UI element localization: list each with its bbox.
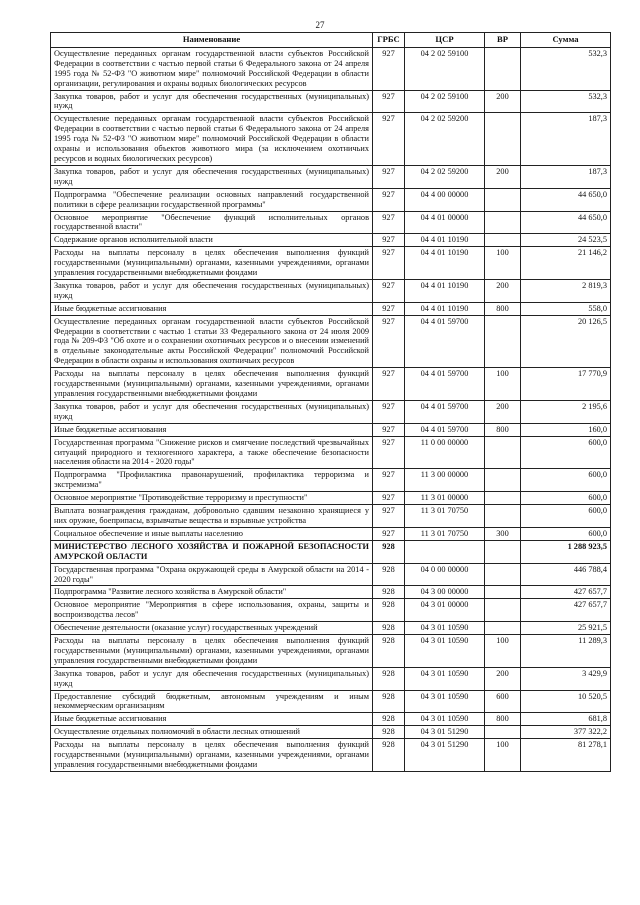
cell-csr: 11 3 01 00000	[405, 492, 485, 505]
cell-csr: 04 4 01 10190	[405, 234, 485, 247]
cell-grbs: 927	[373, 47, 405, 90]
cell-name: Подпрограмма "Обеспечение реализации основных направлений государственной политики в сфере реализации государственной программы"	[51, 188, 373, 211]
cell-vr: 800	[485, 302, 521, 315]
table-row	[51, 713, 611, 726]
cell-vr: 600	[485, 690, 521, 713]
cell-name: Иные бюджетные ассигнования	[51, 423, 373, 436]
cell-grbs: 928	[373, 667, 405, 690]
cell-grbs: 927	[373, 302, 405, 315]
cell-vr	[485, 599, 521, 622]
cell-sum: 10 520,5	[521, 690, 611, 713]
cell-csr: 11 3 00 00000	[405, 469, 485, 492]
cell-vr	[485, 436, 521, 469]
cell-vr: 200	[485, 400, 521, 423]
cell-name: МИНИСТЕРСТВО ЛЕСНОГО ХОЗЯЙСТВА И ПОЖАРНОЙ БЕЗОПАСНОСТИ АМУРСКОЙ ОБЛАСТИ	[51, 540, 373, 563]
cell-sum: 600,0	[521, 527, 611, 540]
cell-csr: 04 4 01 59700	[405, 423, 485, 436]
cell-sum: 600,0	[521, 436, 611, 469]
cell-grbs: 928	[373, 599, 405, 622]
cell-grbs: 927	[373, 368, 405, 401]
cell-name: Закупка товаров, работ и услуг для обеспечения государственных (муниципальных) нужд	[51, 90, 373, 113]
cell-csr: 04 4 01 10190	[405, 247, 485, 280]
table-row	[51, 563, 611, 586]
cell-sum: 600,0	[521, 492, 611, 505]
cell-sum: 3 429,9	[521, 667, 611, 690]
table-row	[51, 47, 611, 90]
cell-name: Закупка товаров, работ и услуг для обеспечения государственных (муниципальных) нужд	[51, 667, 373, 690]
cell-name: Обеспечение деятельности (оказание услуг) государственных учреждений	[51, 622, 373, 635]
cell-sum: 187,3	[521, 113, 611, 166]
cell-vr	[485, 234, 521, 247]
header-sum: Сумма	[521, 33, 611, 48]
cell-name: Подпрограмма "Развитие лесного хозяйства в Амурской области"	[51, 586, 373, 599]
table-row	[51, 739, 611, 772]
cell-vr	[485, 315, 521, 368]
table-row	[51, 279, 611, 302]
table-row	[51, 368, 611, 401]
header-name: Наименование	[51, 33, 373, 48]
cell-name: Государственная программа "Снижение рисков и смягчение последствий чрезвычайных ситуаций природного и техногенного характера, а также обеспечение безопасности населения области на 2014 - 2020 годы"	[51, 436, 373, 469]
cell-csr	[405, 540, 485, 563]
cell-csr: 04 3 01 10590	[405, 667, 485, 690]
cell-sum: 160,0	[521, 423, 611, 436]
cell-vr	[485, 211, 521, 234]
table-body	[51, 47, 611, 771]
cell-vr	[485, 505, 521, 528]
cell-csr: 04 3 01 10590	[405, 690, 485, 713]
cell-vr	[485, 563, 521, 586]
cell-sum: 81 278,1	[521, 739, 611, 772]
cell-vr: 200	[485, 667, 521, 690]
cell-grbs: 928	[373, 726, 405, 739]
cell-vr: 800	[485, 713, 521, 726]
cell-vr	[485, 586, 521, 599]
cell-name: Иные бюджетные ассигнования	[51, 302, 373, 315]
cell-csr: 04 3 01 10590	[405, 635, 485, 668]
cell-sum: 446 788,4	[521, 563, 611, 586]
table-row	[51, 667, 611, 690]
cell-sum: 427 657,7	[521, 586, 611, 599]
cell-sum: 1 288 923,5	[521, 540, 611, 563]
cell-name: Иные бюджетные ассигнования	[51, 713, 373, 726]
cell-csr: 04 4 00 00000	[405, 188, 485, 211]
cell-name: Государственная программа "Охрана окружающей среды в Амурской области на 2014 - 2020 годы"	[51, 563, 373, 586]
cell-name: Закупка товаров, работ и услуг для обеспечения государственных (муниципальных) нужд	[51, 279, 373, 302]
cell-name: Осуществление переданных органам государственной власти субъектов Российской Федерации в соответствии с частью первой статьи 6 Федерального закона от 24 апреля 1995 года № 52-ФЗ "О животном мире" полномочий Российской Федерации в области охраны и использования объектов животного мира (за исключением охотничьих ресурсов и водных биологических ресурсов)	[51, 113, 373, 166]
cell-name: Расходы на выплаты персоналу в целях обеспечения выполнения функций государственными (муниципальными) органами, казенными учреждениями, органами управления государственными внебюджетными фондами	[51, 635, 373, 668]
header-vr: ВР	[485, 33, 521, 48]
table-row	[51, 599, 611, 622]
cell-sum: 24 523,5	[521, 234, 611, 247]
table-row	[51, 540, 611, 563]
cell-sum: 558,0	[521, 302, 611, 315]
cell-name: Предоставление субсидий бюджетным, автономным учреждениям и иным некоммерческим организациям	[51, 690, 373, 713]
cell-grbs: 927	[373, 469, 405, 492]
table-row	[51, 690, 611, 713]
cell-grbs: 928	[373, 622, 405, 635]
cell-sum: 25 921,5	[521, 622, 611, 635]
table-row	[51, 188, 611, 211]
cell-csr: 04 2 02 59100	[405, 90, 485, 113]
cell-grbs: 928	[373, 635, 405, 668]
cell-grbs: 927	[373, 436, 405, 469]
table-row	[51, 400, 611, 423]
cell-name: Основное мероприятие "Мероприятия в сфере использования, охраны, защиты и воспроизводства лесов"	[51, 599, 373, 622]
cell-name: Расходы на выплаты персоналу в целях обеспечения выполнения функций государственными (муниципальными) органами, казенными учреждениями, органами управления государственными внебюджетными фондами	[51, 739, 373, 772]
cell-sum: 44 650,0	[521, 188, 611, 211]
cell-csr: 04 3 01 51290	[405, 739, 485, 772]
table-row	[51, 726, 611, 739]
cell-sum: 187,3	[521, 165, 611, 188]
cell-csr: 11 3 01 70750	[405, 505, 485, 528]
table-row	[51, 505, 611, 528]
cell-vr: 200	[485, 90, 521, 113]
cell-vr: 300	[485, 527, 521, 540]
table-row	[51, 527, 611, 540]
cell-grbs: 927	[373, 423, 405, 436]
table-row	[51, 234, 611, 247]
cell-sum: 532,3	[521, 90, 611, 113]
cell-name: Закупка товаров, работ и услуг для обеспечения государственных (муниципальных) нужд	[51, 400, 373, 423]
cell-csr: 04 4 01 59700	[405, 315, 485, 368]
cell-csr: 04 2 02 59100	[405, 47, 485, 90]
cell-csr: 04 4 01 59700	[405, 368, 485, 401]
cell-vr	[485, 622, 521, 635]
cell-vr: 100	[485, 247, 521, 280]
table-row	[51, 90, 611, 113]
cell-name: Подпрограмма "Профилактика правонарушений, профилактика терроризма и экстремизма"	[51, 469, 373, 492]
cell-vr: 200	[485, 165, 521, 188]
table-row	[51, 436, 611, 469]
cell-grbs: 927	[373, 247, 405, 280]
table-row	[51, 622, 611, 635]
cell-name: Закупка товаров, работ и услуг для обеспечения государственных (муниципальных) нужд	[51, 165, 373, 188]
cell-csr: 04 4 01 10190	[405, 302, 485, 315]
cell-vr: 200	[485, 279, 521, 302]
table-row	[51, 635, 611, 668]
cell-csr: 04 3 00 00000	[405, 586, 485, 599]
cell-name: Осуществление переданных органам государственной власти субъектов Российской Федерации в соответствии с частью первой статьи 6 Федерального закона от 24 апреля 1995 года № 52-ФЗ "О животном мире" полномочий Российской Федерации в области организации, регулирования и охраны водных биологических ресурсов	[51, 47, 373, 90]
cell-grbs: 927	[373, 527, 405, 540]
cell-vr	[485, 47, 521, 90]
cell-name: Расходы на выплаты персоналу в целях обеспечения выполнения функций государственными (муниципальными) органами, казенными учреждениями, органами управления государственными внебюджетными фондами	[51, 368, 373, 401]
cell-vr	[485, 540, 521, 563]
cell-vr	[485, 492, 521, 505]
cell-grbs: 928	[373, 586, 405, 599]
cell-vr	[485, 726, 521, 739]
cell-sum: 427 657,7	[521, 599, 611, 622]
cell-vr	[485, 469, 521, 492]
cell-vr: 800	[485, 423, 521, 436]
cell-grbs: 927	[373, 400, 405, 423]
cell-grbs: 927	[373, 234, 405, 247]
cell-sum: 2 819,3	[521, 279, 611, 302]
cell-csr: 04 3 01 10590	[405, 713, 485, 726]
cell-sum: 377 322,2	[521, 726, 611, 739]
cell-vr	[485, 113, 521, 166]
cell-sum: 11 289,3	[521, 635, 611, 668]
cell-csr: 04 3 01 10590	[405, 622, 485, 635]
cell-sum: 600,0	[521, 469, 611, 492]
table-row	[51, 469, 611, 492]
cell-name: Выплата вознаграждения гражданам, добровольно сдавшим незаконно хранящиеся у них оружие, боеприпасы, взрывчатые вещества и взрывные устройства	[51, 505, 373, 528]
cell-grbs: 928	[373, 540, 405, 563]
header-csr: ЦСР	[405, 33, 485, 48]
cell-sum: 2 195,6	[521, 400, 611, 423]
cell-sum: 17 770,9	[521, 368, 611, 401]
cell-vr	[485, 188, 521, 211]
cell-name: Осуществление переданных органам государственной власти субъектов Российской Федерации в соответствии с частью 1 статьи 33 Федерального закона от 24 июля 2009 года № 209-ФЗ "Об охоте и о сохранении охотничьих ресурсов и о внесении изменений в отдельные законодательные акты Российской Федерации" полномочий Российской Федерации в области охраны и использования охотничьих ресурсов	[51, 315, 373, 368]
table-row	[51, 165, 611, 188]
cell-grbs: 927	[373, 505, 405, 528]
cell-sum: 44 650,0	[521, 211, 611, 234]
cell-sum: 20 126,5	[521, 315, 611, 368]
cell-grbs: 928	[373, 713, 405, 726]
table-header-row	[51, 33, 611, 48]
cell-grbs: 927	[373, 113, 405, 166]
cell-csr: 04 3 01 00000	[405, 599, 485, 622]
cell-sum: 532,3	[521, 47, 611, 90]
table-row	[51, 586, 611, 599]
cell-csr: 04 0 00 00000	[405, 563, 485, 586]
cell-sum: 681,8	[521, 713, 611, 726]
cell-vr: 100	[485, 635, 521, 668]
cell-csr: 04 4 01 59700	[405, 400, 485, 423]
table-row	[51, 113, 611, 166]
table-row	[51, 492, 611, 505]
header-grbs: ГРБС	[373, 33, 405, 48]
cell-grbs: 928	[373, 563, 405, 586]
cell-csr: 04 4 01 00000	[405, 211, 485, 234]
cell-name: Социальное обеспечение и иные выплаты населению	[51, 527, 373, 540]
cell-name: Расходы на выплаты персоналу в целях обеспечения выполнения функций государственными (муниципальными) органами, казенными учреждениями, органами управления государственными внебюджетными фондами	[51, 247, 373, 280]
cell-grbs: 927	[373, 211, 405, 234]
cell-grbs: 927	[373, 188, 405, 211]
table-row	[51, 247, 611, 280]
cell-name: Основное мероприятие "Обеспечение функций исполнительных органов государственной власти"	[51, 211, 373, 234]
cell-grbs: 928	[373, 690, 405, 713]
cell-grbs: 927	[373, 492, 405, 505]
cell-csr: 04 2 02 59200	[405, 165, 485, 188]
budget-table	[50, 32, 611, 772]
table-row	[51, 315, 611, 368]
cell-grbs: 928	[373, 739, 405, 772]
cell-grbs: 927	[373, 90, 405, 113]
cell-name: Основное мероприятие "Противодействие терроризму и преступности"	[51, 492, 373, 505]
cell-name: Содержание органов исполнительной власти	[51, 234, 373, 247]
cell-csr: 04 2 02 59200	[405, 113, 485, 166]
cell-csr: 04 3 01 51290	[405, 726, 485, 739]
cell-sum: 21 146,2	[521, 247, 611, 280]
cell-grbs: 927	[373, 315, 405, 368]
table-row	[51, 423, 611, 436]
cell-grbs: 927	[373, 279, 405, 302]
cell-vr: 100	[485, 739, 521, 772]
table-row	[51, 211, 611, 234]
cell-csr: 11 0 00 00000	[405, 436, 485, 469]
table-row	[51, 302, 611, 315]
cell-grbs: 927	[373, 165, 405, 188]
cell-vr: 100	[485, 368, 521, 401]
cell-csr: 04 4 01 10190	[405, 279, 485, 302]
page-number: 27	[315, 20, 325, 30]
cell-name: Осуществление отдельных полномочий в области лесных отношений	[51, 726, 373, 739]
cell-csr: 11 3 01 70750	[405, 527, 485, 540]
cell-sum: 600,0	[521, 505, 611, 528]
